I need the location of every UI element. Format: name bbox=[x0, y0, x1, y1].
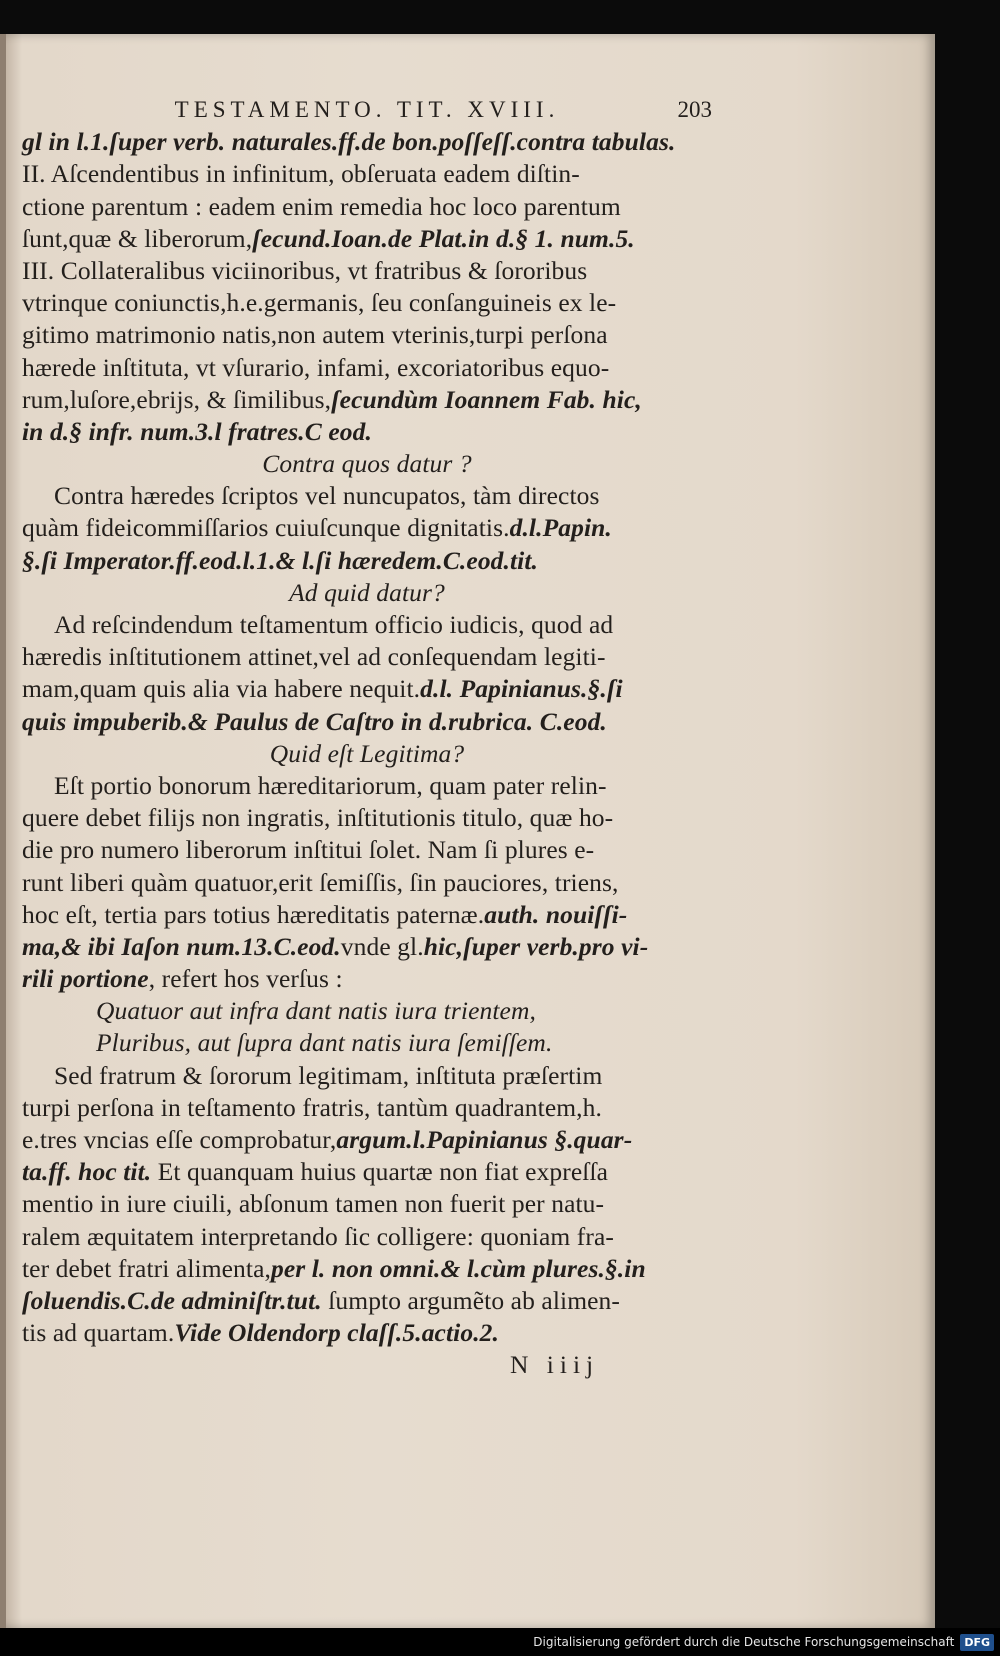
citation: ſoluendis.C.de adminiſtr.tut. bbox=[22, 1285, 322, 1315]
citation: ſecundùm Ioannem Fab. hic, bbox=[331, 384, 642, 414]
line-text: ralem æquitatem interpretando ſic colligere: quoniam fra- bbox=[22, 1221, 614, 1251]
text-line bbox=[22, 641, 712, 673]
line-text: , refert hos verſus : bbox=[148, 964, 343, 994]
citation: argum.l.Papinianus §.quar- bbox=[336, 1125, 633, 1154]
line-text: Sed fratrum & ſororum legitimam, inſtituta præſertim bbox=[54, 1060, 603, 1090]
line-text: ſumpto argumẽto ab alimen- bbox=[321, 1285, 620, 1315]
line-text: II. Aſcendentibus in infinitum, obſeruata eadem diſtin- bbox=[22, 159, 580, 189]
line-text: Quatuor aut infra dant natis iura trientem, bbox=[96, 996, 536, 1026]
line-text: Contra hæredes ſcriptos vel nuncupatos, tàm directos bbox=[54, 481, 600, 511]
citation: Vide Oldendorp claſſ.5.actio.2. bbox=[174, 1318, 499, 1348]
verse-line bbox=[22, 995, 712, 1027]
text-line bbox=[22, 319, 712, 351]
line-text: Pluribus, aut ſupra dant natis iura ſemiſſem. bbox=[96, 1028, 553, 1058]
line-text: Contra quos datur ? bbox=[262, 449, 472, 479]
line-text: ter debet fratri alimenta, bbox=[22, 1253, 271, 1283]
text-line bbox=[22, 1285, 712, 1317]
citation: rili portione bbox=[22, 964, 149, 994]
verse-line bbox=[22, 1027, 712, 1059]
line-text: ſunt,quæ & liberorum, bbox=[22, 223, 253, 253]
citation: ma,& ibi Iaſon num.13.C.eod. bbox=[22, 931, 341, 961]
text-line bbox=[22, 834, 712, 866]
funding-credit: Digitalisierung gefördert durch die Deutsche Forschungsgemeinschaft bbox=[533, 1635, 955, 1649]
line-text: gitimo matrimonio natis,non autem vterinis,turpi perſona bbox=[22, 320, 608, 350]
text-line bbox=[22, 1188, 712, 1220]
text-line bbox=[22, 416, 712, 448]
citation: auth. nouiſſi- bbox=[484, 899, 628, 929]
line-text: ctione parentum : eadem enim remedia hoc loco parentum bbox=[22, 191, 621, 221]
line-text: vtrinque coniunctis,h.e.germanis, ſeu conſanguineis ex le- bbox=[22, 288, 617, 318]
line-text: rum,luſore,ebrijs, & ſimilibus, bbox=[22, 384, 332, 414]
folio-number: 203 bbox=[677, 97, 712, 122]
citation: d.l. Papinianus.§.ſi bbox=[420, 674, 623, 704]
citation: hic,ſuper verb.pro vi- bbox=[423, 931, 649, 961]
text-line bbox=[22, 1156, 712, 1188]
text-line bbox=[22, 1124, 712, 1156]
text-line bbox=[22, 931, 712, 963]
text-line bbox=[22, 1092, 712, 1124]
page-text-block bbox=[22, 94, 712, 1382]
text-line bbox=[22, 673, 712, 705]
text-line bbox=[22, 609, 712, 641]
line-text: Eſt portio bonorum hæreditariorum, quam pater relin- bbox=[54, 770, 607, 800]
text-line bbox=[22, 1221, 712, 1253]
running-title: TESTAMENTO. TIT. XVIII. bbox=[174, 97, 560, 122]
text-line bbox=[22, 899, 712, 931]
citation: ta.ff. hoc tit. bbox=[22, 1157, 152, 1187]
body-text bbox=[22, 126, 712, 1349]
page-gutter bbox=[0, 34, 6, 1628]
text-line bbox=[22, 770, 712, 802]
line-text: III. Collateralibus viciinoribus, vt fratribus & ſororibus bbox=[22, 255, 588, 285]
citation: d.l.Papin. bbox=[509, 513, 612, 543]
text-line bbox=[22, 1060, 712, 1092]
line-text: quàm fideicommiſſarios cuiuſcunque dignitatis. bbox=[22, 513, 510, 543]
dfg-logo: DFG bbox=[960, 1634, 994, 1651]
section-heading bbox=[22, 448, 712, 480]
text-line bbox=[22, 706, 712, 738]
signature-mark: N iiij bbox=[510, 1350, 600, 1380]
text-line bbox=[22, 126, 712, 158]
citation: in d.§ infr. num.3.l fratres.C eod. bbox=[22, 416, 372, 446]
line-text: hæredis inſtitutionem attinet,vel ad conſequendam legiti- bbox=[22, 642, 606, 672]
line-text: Quid eſt Legitima? bbox=[269, 738, 465, 768]
line-text: mentio in iure ciuili, abſonum tamen non fuerit per natu- bbox=[22, 1189, 605, 1219]
text-line bbox=[22, 255, 712, 287]
citation: gl in l.1.ſuper verb. naturales.ff.de bon.poſſeſſ.contra tabulas. bbox=[22, 127, 676, 157]
text-line bbox=[22, 512, 712, 544]
text-line bbox=[22, 352, 712, 384]
line-text: hærede inſtituta, vt vſurario, infami, excoriatoribus equo- bbox=[22, 352, 610, 382]
text-line bbox=[22, 287, 712, 319]
line-text: Et quanquam huius quartæ non fiat expreſſa bbox=[151, 1157, 609, 1187]
text-line bbox=[22, 191, 712, 223]
line-text: e.tres vncias eſſe comprobatur, bbox=[22, 1125, 337, 1154]
line-text: vnde gl. bbox=[340, 931, 424, 961]
line-text: turpi perſona in teſtamento fratris, tantùm quadrantem,h. bbox=[22, 1092, 602, 1122]
text-line bbox=[22, 867, 712, 899]
text-line bbox=[22, 384, 712, 416]
running-header bbox=[22, 94, 712, 126]
text-line bbox=[22, 802, 712, 834]
line-text: mam,quam quis alia via habere nequit. bbox=[22, 674, 421, 704]
text-line bbox=[22, 545, 712, 577]
citation: ſecund.Ioan.de Plat.in d.§ 1. num.5. bbox=[252, 223, 635, 253]
text-line bbox=[22, 480, 712, 512]
line-text: tis ad quartam. bbox=[22, 1318, 175, 1348]
text-line bbox=[22, 1253, 712, 1285]
text-line bbox=[22, 1317, 712, 1349]
line-text: runt liberi quàm quatuor,erit ſemiſſis, ſin pauciores, triens, bbox=[22, 867, 619, 897]
line-text: quere debet filijs non ingratis, inſtitutionis titulo, quæ ho- bbox=[22, 803, 614, 833]
citation: §.ſi Imperator.ff.eod.l.1.& l.ſi hæredem.C.eod.tit. bbox=[22, 545, 539, 575]
text-line bbox=[22, 223, 712, 255]
digitization-footer bbox=[0, 1628, 1000, 1656]
book-page bbox=[0, 34, 935, 1628]
citation: quis impuberib.& Paulus de Caſtro in d.rubrica. C.eod. bbox=[22, 706, 607, 736]
section-heading bbox=[22, 577, 712, 609]
line-text: Ad reſcindendum teſtamentum officio iudicis, quod ad bbox=[54, 610, 614, 639]
citation: per l. non omni.& l.cùm plures.§.in bbox=[270, 1253, 646, 1283]
line-text: die pro numero liberorum inſtitui ſolet. Nam ſi plures e- bbox=[22, 835, 595, 865]
line-text: Ad quid datur? bbox=[289, 577, 445, 607]
text-line bbox=[22, 963, 712, 995]
line-text: hoc eſt, tertia pars totius hæreditatis paternæ. bbox=[22, 899, 485, 929]
text-line bbox=[22, 158, 712, 190]
section-heading bbox=[22, 738, 712, 770]
